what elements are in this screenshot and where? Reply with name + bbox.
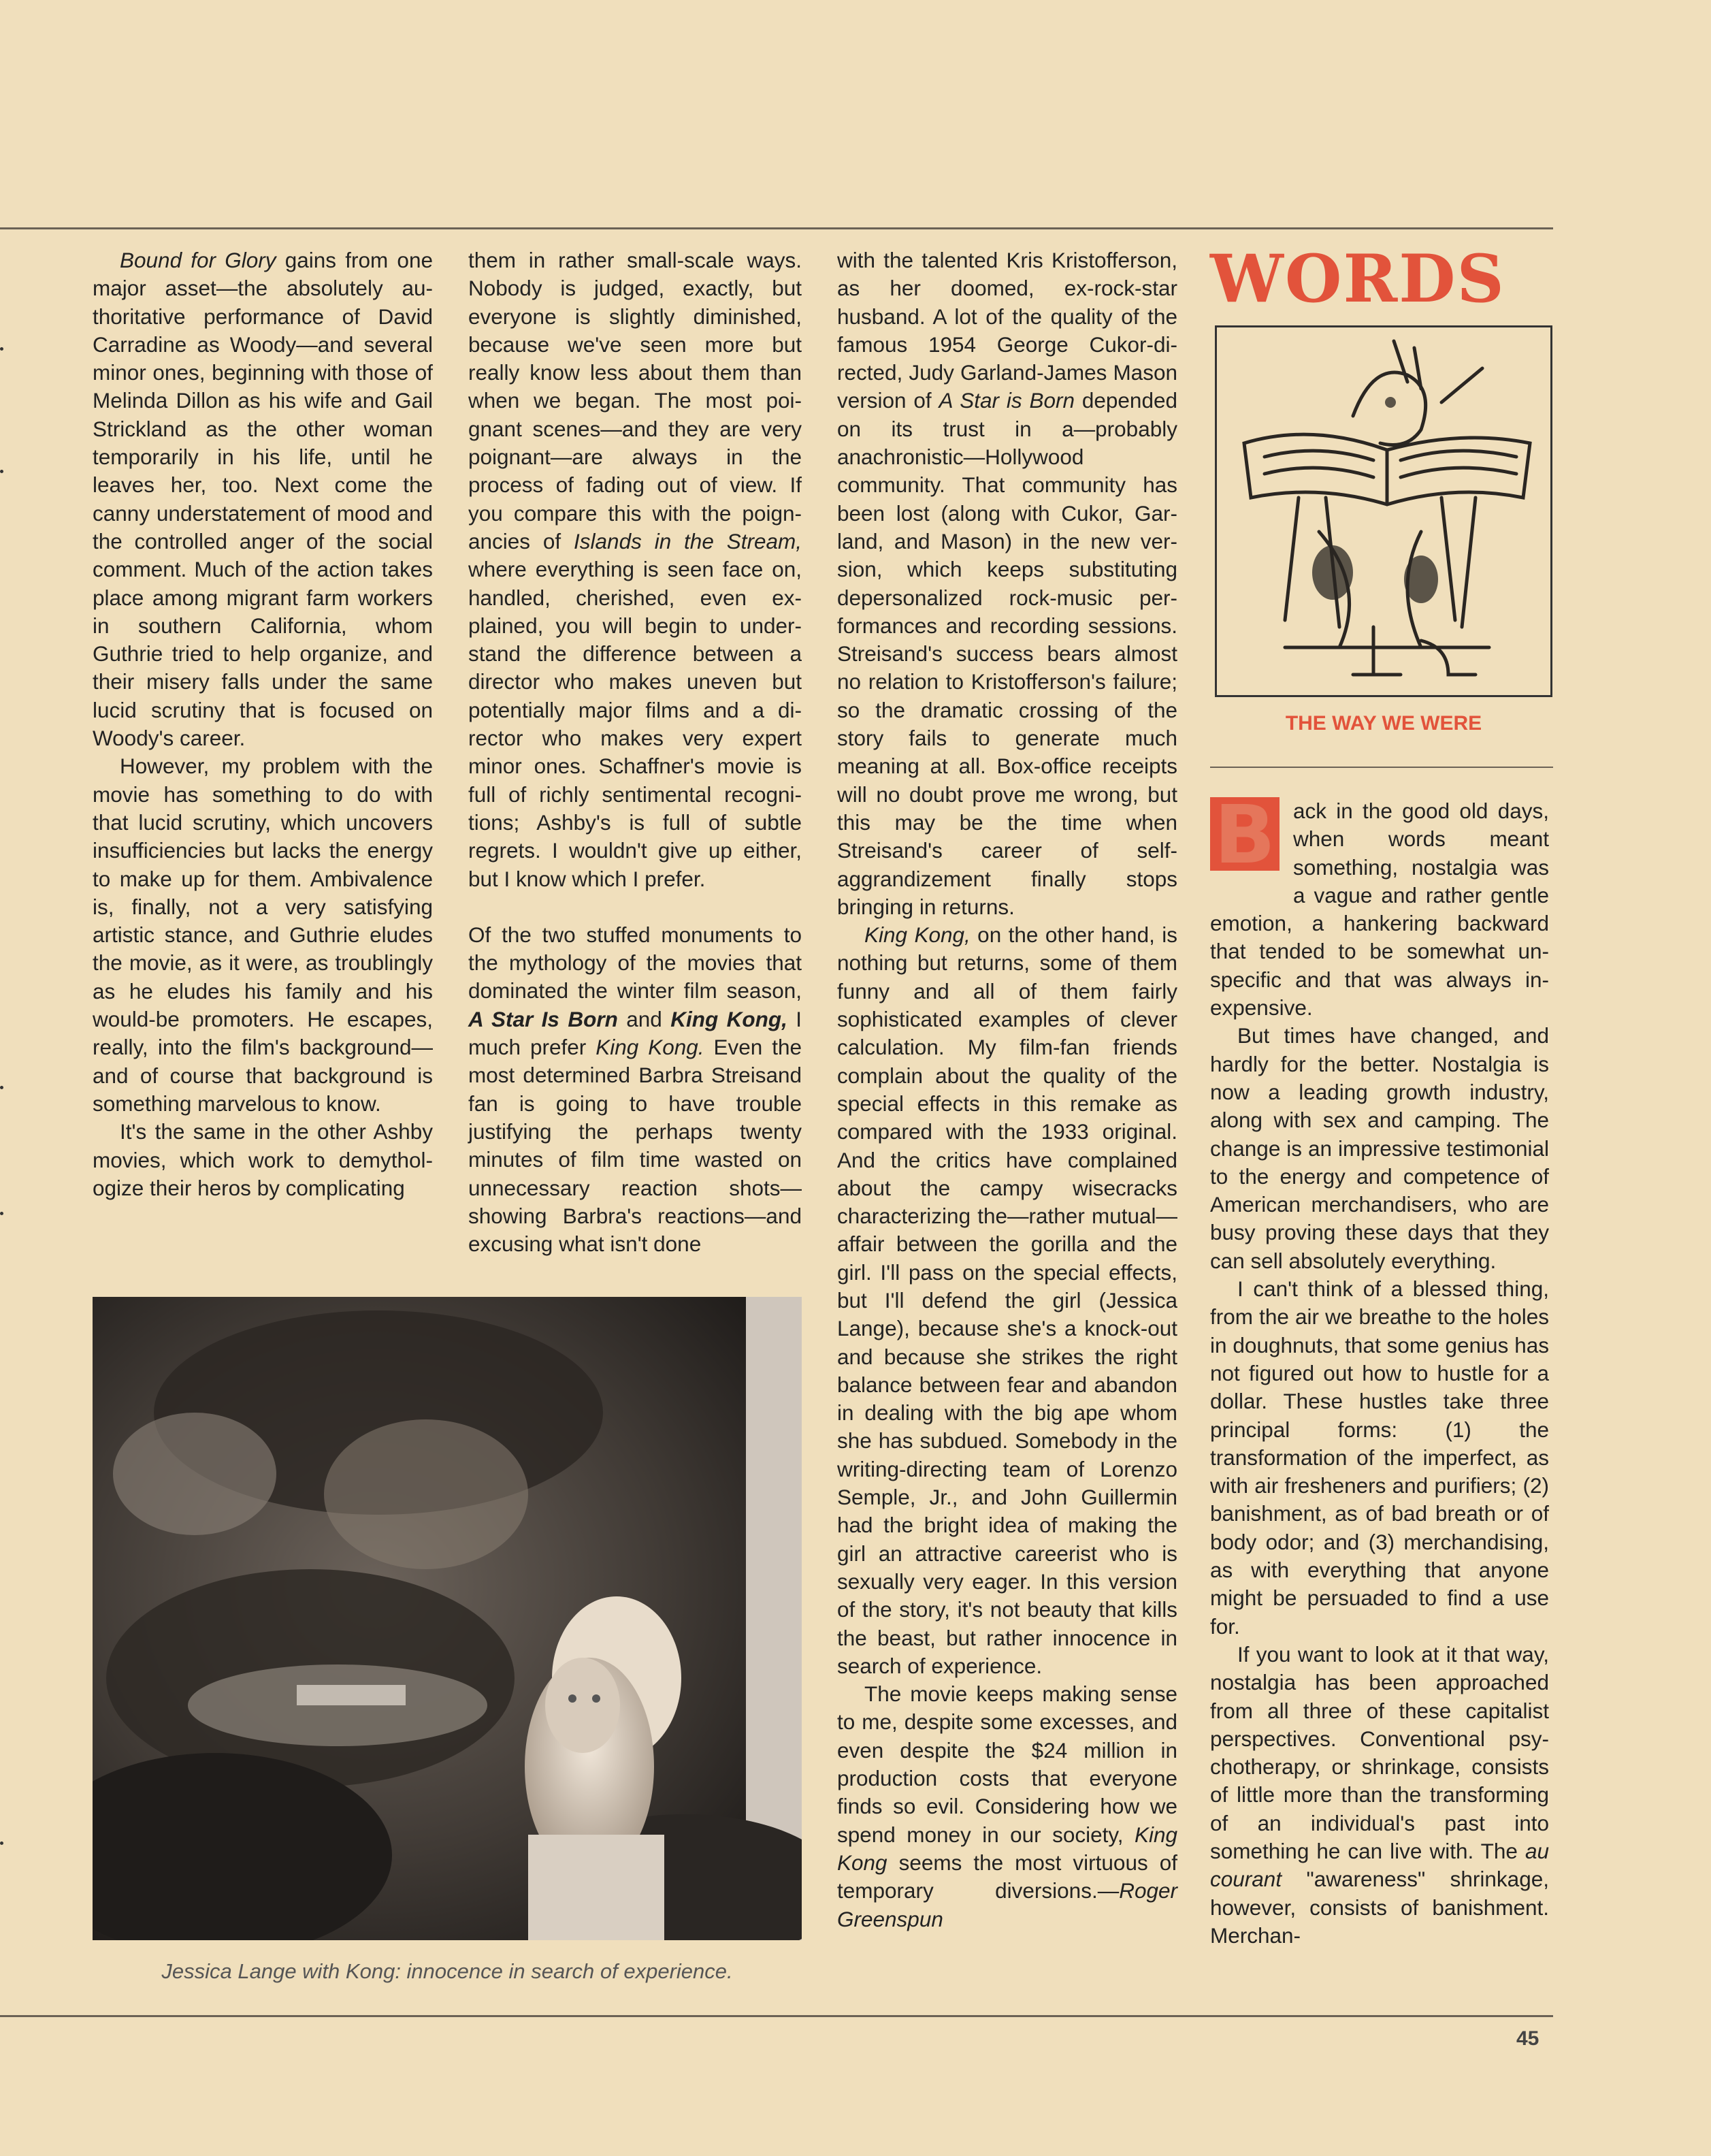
photo-caption: Jessica Lange with Kong: innocence in search of experience.: [161, 1959, 733, 1983]
margin-mark: [0, 1212, 3, 1215]
scribe-illustration: [1217, 327, 1550, 695]
column-2: [468, 246, 802, 1258]
col2-paragraph-2: Of the two stuffed monuments to the mythology of the movies that dominated the winter film season, A Star Is Born and King Kong, I much prefer King Kong. Even the most determined Barbra Streisand fan is going to have trouble justifying the perhaps twenty minutes of film time wasted on unnecessary reaction shots—showing Barbra's reactions—and excusing what isn't done: [468, 922, 802, 1257]
col4-paragraph-4: If you want to look at it that way, nostalgia has been approached from all three of these capitalist perspectives. Conventional psychotherapy, or shrinkage, consists of little more than the transforming of an individual's past into something he can live with. The au courant "awareness" shrinkage, however, consists of banishment. Merchan-: [1210, 1641, 1549, 1948]
col4-paragraph-1-full: ack in the good old days, when words meant something, nostalgia was a vague and rather gentle emotion, a hankering backward that tended to be somewhat unspecific and that was always inexpensive.: [1210, 799, 1549, 1020]
byline: Roger Greenspun: [837, 1878, 1177, 1931]
col2-paragraph-1: them in rather small-scale ways. Nobody is judged, exactly, but everyone is slightly diminished, because we've seen more but really know less about them than when we began. The most poignant scenes—and they are very poignant—are always in the process of fading out of view. If you compare this with the poignancies of Islands in the Stream, where everything is seen face on, handled, cherished, even explained, you will begin to understand the difference between a director who makes uneven but potentially major films and a director who makes very expert minor ones. Schaffner's movie is full of richly sentimental recognitions; Ashby's is full of subtle regrets. I wouldn't give up either, but I know which I prefer.: [468, 248, 802, 891]
bottom-rule: [0, 2015, 1553, 2017]
col4-paragraph-2: But times have changed, and hardly for the better. Nostalgia is now a leading growth industry, along with sex and camping. The change is an impressive testimonial to the energy and competence of American merchandisers, who are busy proving these days that they can sell absolutely everything.: [1210, 1023, 1549, 1273]
margin-mark: [0, 1086, 3, 1089]
col4-paragraph-3: I can't think of a blessed thing, from the air we breathe to the holes in doughnuts, that some genius has not figured out how to hustle for a dollar. These hustles take three principal forms: (1) the transformation of the imperfect, as with air fresheners and purifiers; (2) banishment, as of bad breath or of body odor; and (3) merchandising, as with everything that anyone might be persuaded to find a use for.: [1210, 1276, 1549, 1639]
margin-mark: [0, 347, 3, 351]
king-kong-photo: [93, 1297, 802, 1940]
page-number: 45: [1516, 2027, 1539, 2050]
margin-mark: [0, 1841, 3, 1845]
illustration-frame: [1215, 325, 1552, 697]
column-1: [93, 246, 433, 1202]
film-title: Bound for Glory: [120, 248, 276, 272]
col1-paragraph-3: It's the same in the other Ashby movies, which work to demythologize their heros by complicating: [93, 1119, 433, 1200]
col3-paragraph-3: The movie keeps making sense to me, despite some excesses, and even despite the $24 million in production costs that everyone finds so evil. Considering how we spend money in our society, King Kong seems the most virtuous of temporary diversions.—Roger Greenspun: [837, 1682, 1177, 1931]
illustration-caption: THE WAY WE WERE: [1285, 712, 1482, 735]
column-4: [1210, 797, 1549, 1950]
margin-mark: [0, 470, 3, 473]
col1-paragraph-2: However, my problem with the movie has something to do with that lucid scrutiny, which uncovers insufficiencies but lacks the energy to make up for them. Ambivalence is, finally, not a very satisfying artistic stance, and Guthrie eludes the movie, as it were, as troublingly as he eludes his family and his would-be promoters. He escapes, really, into the film's background—and of course that background is something marvelous to know.: [93, 754, 433, 1116]
words-section-logo: WORDS: [1210, 240, 1505, 317]
words-section-rule: [1210, 767, 1553, 768]
col1-paragraph-1: Bound for Glory gains from one major asset—the absolutely authoritative performance of David Carradine as Woody—and several minor ones, beginning with those of Melinda Dillon as his wife and Gail Strickland as the other woman temporarily in his life, until he leaves her, too. Next come the canny understatement of mood and the controlled anger of the social comment. Much of the action takes place among migrant farm workers in southern California, whom Guthrie tried to help organize, and their misery falls under the same lucid scrutiny that is focused on Woody's career.: [93, 248, 433, 751]
col3-paragraph-2: King Kong, on the other hand, is nothing but returns, some of them funny and all of them fairly sophisticated examples of clever calculation. My film-fan friends complain about the quality of the special effects in this remake as compared with the 1933 original. And the critics have complained about the campy wisecracks characterizing the—rather mutual—affair between the gorilla and the girl. I'll pass on the special effects, but I'll defend the girl (Jessica Lange), because she's a knock-out and because she strikes the right balance between fear and abandon in dealing with the big ape whom she has subdued. Somebody in the writing-directing team of Lorenzo Semple, Jr., and John Guillermin had the bright idea of making the girl an attractive careerist who is sexually very eager. In this version of the story, it's not beauty that kills the beast, but rather innocence in search of experience.: [837, 922, 1177, 1678]
column-3: [837, 246, 1177, 1933]
kong-and-lange-image: [93, 1297, 802, 1940]
col3-paragraph-1: with the talented Kris Kristofferson, as her doomed, ex-rock-star husband. A lot of the quality of the famous 1954 George Cukor-directed, Judy Garland-James Mason version of A Star is Born depended on its trust in a—probably anachronistic—Hollywood community. That community has been lost (along with Cukor, Garland, and Mason) in the new version, which keeps substituting depersonalized rock-music performances and recording sessions. Streisand's success bears almost no relation to Kristofferson's failure; so the dramatic crossing of the story fails to generate much meaning at all. Box-office receipts will no doubt prove me wrong, but this may be the time when Streisand's career of self-aggrandizement finally stops bringing in returns.: [837, 248, 1178, 919]
top-rule: [0, 227, 1553, 229]
svg-text:B: B: [1214, 797, 1275, 871]
